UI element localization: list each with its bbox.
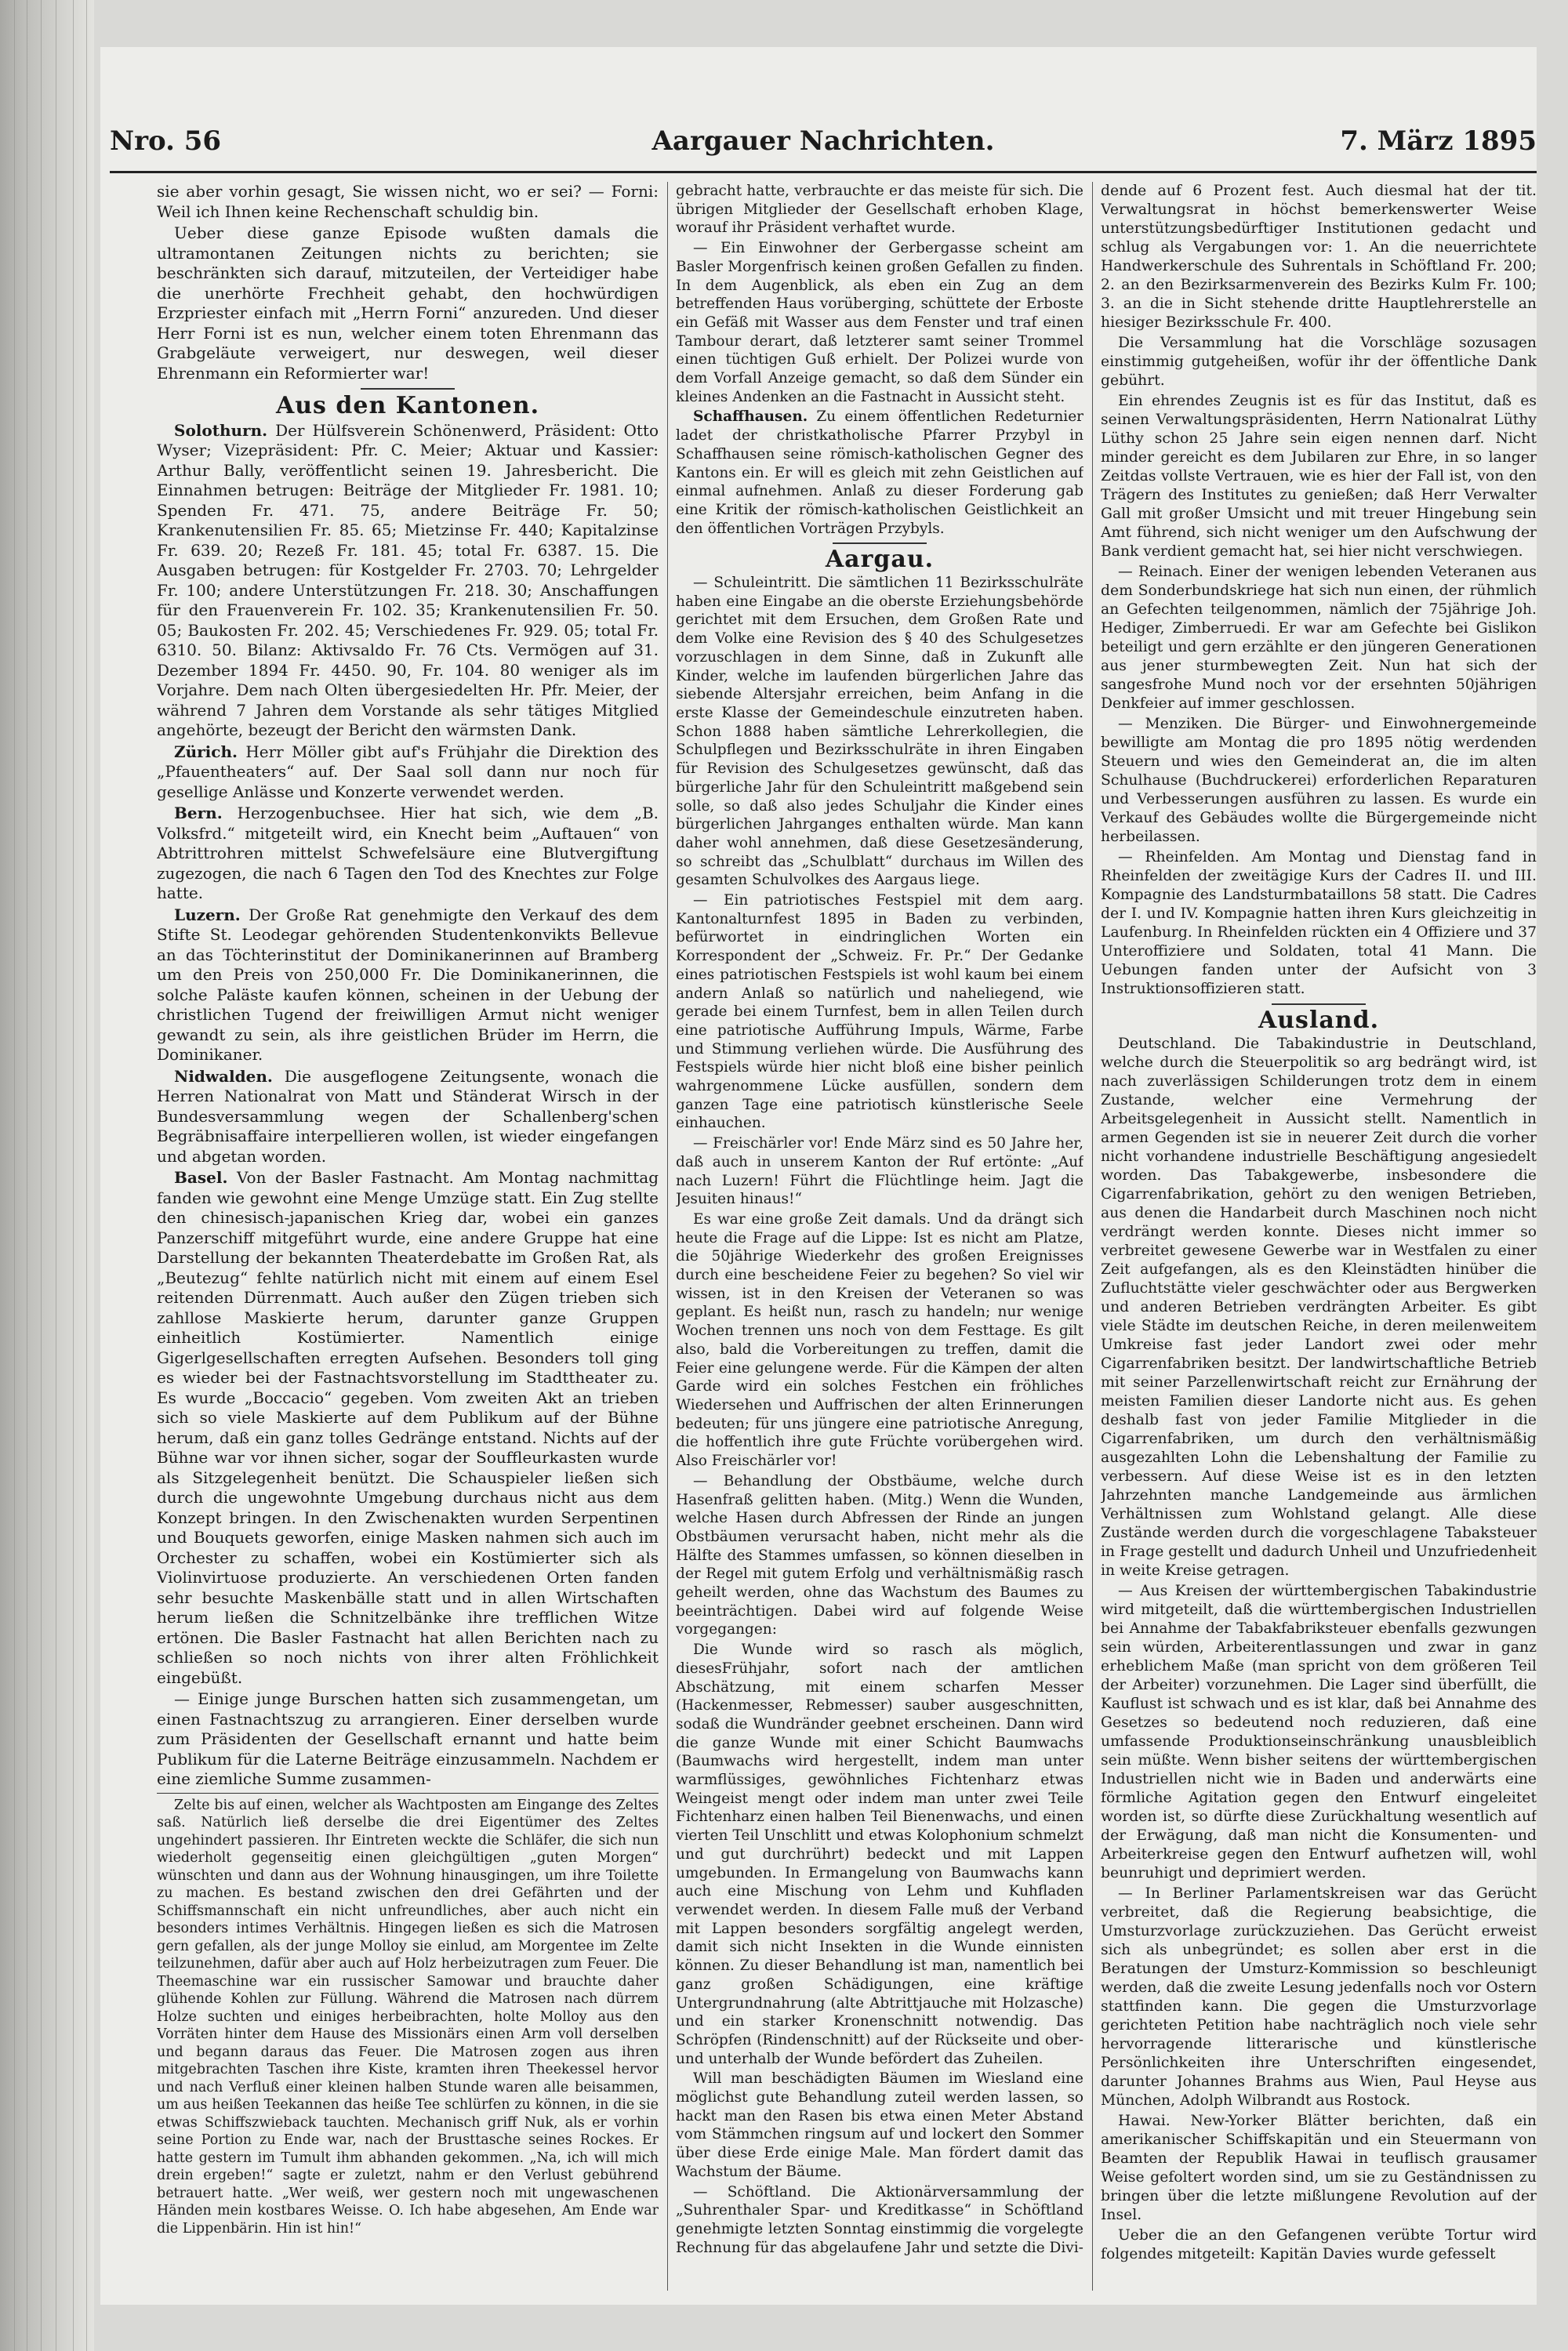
column-separator	[1092, 182, 1093, 2291]
canton-name: Nidwalden.	[174, 1066, 273, 1086]
article-text: Die ausgeflogene Zeitungsente, wonach die Herren Nationalrat von Matt und Ständerat Wirsch in der Bundesversammlung wegen der Schallenberg'schen Begräbnisaffaire interpellieren wollen, ist wieder eingefangen und abgetan worden.	[157, 1066, 659, 1166]
article-text: — Einige junge Burschen hatten sich zusammengetan, um einen Fastnachtszug zu arrangieren. Einer derselben wurde zum Präsidenten der Gesellschaft ernannt und hatte beim Publikum für die Laterne Beiträge einzusammeln. Nachdem er eine ziemliche Summe zusammen-	[157, 1689, 659, 1788]
article-text: Ein ehrendes Zeugnis ist es für das Institut, daß es seinen Verwaltungspräsidenten, Herrn Nationalrat Lüthy Lüthy schon 25 Jahre sein eigen nennen darf. Nicht minder gereicht es dem Jubilaren zur Ehre, in so langer Zeitdas vollste Vertrauen, wie es hier der Fall ist, von den Trägern des Institutes zu genießen; daß Herr Verwalter Gall mit großer Umsicht und mit treuer Hingebung sein Amt führend, sich nicht weniger um den Aufschwung der Bank verdient gemacht hat, sei hier nicht verschwiegen.	[1101, 393, 1537, 560]
article-text: Es war eine große Zeit damals. Und da drängt sich heute die Frage auf die Lippe: Ist es nicht am Platze, die 50jährige Wiederkehr des großen Ereignisses durch eine bescheidene Feier zu begehen? So viel wir wissen, ist in den Kreisen der Veteranen so was geplant. Es heißt nun, rasch zu handeln; nur wenige Wochen trennen uns noch von dem Festtage. Es gilt also, bald die Vorbereitungen zu treffen, damit die Feier eine gelungene werde. Für die Kämpen der alten Garde wird ein solches Festchen ein fröhliches Wiedersehen und Auffrischen der alten Erinnerungen bedeuten; für uns jüngere eine patriotische Anregung, die hoffentlich ihre gute Früchte vorübergehen wird. Also Freischärler vor!	[676, 1210, 1083, 1470]
section-divider	[1272, 1003, 1366, 1005]
article-text: Die Wunde wird so rasch als möglich, diesesFrühjahr, sofort nach der amtlichen Abschätzung, mit einem scharfen Messer (Hackenmesser, Rebmesser) sauber ausgeschnitten, sodaß die Wundränder geebnet erscheinen. Dann wird die ganze Wunde mit einer Schicht Baumwachs (Baumwachs wird hergestellt, indem man unter warmflüssiges, gewöhnliches Fichtenharz etwas Weingeist mengt oder indem man unter zwei Teile Fichtenharz einen halben Teil Bienenwachs, und einen vierten Teil Unschlitt und etwas Kolophonium schmelzt und gut durchrührt) bedeckt und mit Lappen umgebunden. In Ermangelung von Baumwachs kann auch eine Mischung von Lehm und Kuhfladen verwendet werden. In diesem Falle muß der Verband mit Lappen besonders sorgfältig angelegt werden, damit sich nicht Insekten in die Wunde einnisten können. Zu dieser Behandlung ist man, namentlich bei ganz großen Schädigungen, eine kräftige Untergrundnahrung (alte Abtrittjauche mit Holzasche) und ein starker Kronenschnitt notwendig. Das Schröpfen (Rindenschnitt) auf der Rückseite und ober- und unterhalb der Wunde befördert das Zuheilen.	[676, 1642, 1083, 2067]
canton-name: Zürich.	[174, 742, 238, 761]
masthead-rule	[110, 171, 1537, 173]
column-separator	[667, 182, 668, 2291]
article-text: Ueber die an den Gefangenen verübte Tortur wird folgendes mitgeteilt: Kapitän Davies wurde gefesselt	[1101, 2227, 1537, 2262]
article-text: — Reinach. Einer der wenigen lebenden Veteranen aus dem Sonderbundskriege hat sich nun einen, der rühmlich an Gefechten teilgenommen, nämlich der 75jährige Joh. Hediger, Zimberruedi. Er war am Gefechte bei Gislikon beteiligt und gern erzählte er den jüngeren Generationen aus jener sturmbewegten Zeit. Nun hat sich der sangesfrohe Mund noch vor der ersehnten 50jährigen Denkfeier auf immer geschlossen.	[1101, 564, 1537, 712]
article-text: Hawai. New-Yorker Blätter berichten, daß ein amerikanischer Schiffskapitän und ein Steuermann von Beamten der Republik Hawai in teuflisch grausamer Weise gefoltert worden sind, um sie zu Geständnissen zu bringen über die letzte mißlungene Revolution auf der Insel.	[1101, 2113, 1537, 2223]
section-heading: Aargau.	[825, 546, 935, 574]
article-text: Herzogenbuchsee. Hier hat sich, wie dem „B. Volksfrd.“ mitgeteilt wird, ein Knecht beim „Auftauen“ von Abtrittrohren mittelst Schwefelsäure eine Blutvergiftung zugezogen, die nach 6 Tagen den Tod des Knechtes zur Folge hatte.	[157, 804, 659, 902]
article-text: — Freischärler vor! Ende März sind es 50 Jahre her, daß auch in unserem Kanton der Ruf ertönte: „Auf nach Luzern! Führt die Flüchtlinge heim. Jagt die Jesuiten hinaus!“	[676, 1135, 1083, 1208]
book-binding-shadow	[0, 0, 94, 2351]
canton-name: Basel.	[174, 1168, 228, 1187]
article-text: — Behandlung der Obstbäume, welche durch Hasenfraß gelitten haben. (Mitg.) Wenn die Wunden, welche Hasen durch Abfressen der Rinde an jungen Obstbäumen verursacht haben, nicht mehr als die Hälfte des Stammes umfassen, so können dieselben in der Regel mit gutem Erfolg und verhältnismäßig rasch geheilt werden, ohne das Wachstum des Baumes zu beeinträchtigen. Dabei wird auf folgende Weise vorgegangen:	[676, 1472, 1083, 1638]
section-heading: Aus den Kantonen.	[275, 392, 540, 419]
issue-date: 7. März 1895	[1340, 125, 1537, 157]
section-divider	[361, 388, 455, 390]
column-3	[1101, 182, 1537, 2266]
article-text: — Schöftland. Die Aktionärversammlung der „Suhrenthaler Spar- und Kreditkasse“ in Schöftland genehmigte letzten Sonntag einstimmig die vorgelegte Rechnung für das abgelaufene Jahr und setzte die Divi-	[676, 2183, 1083, 2256]
article-text: gebracht hatte, verbrauchte er das meiste für sich. Die übrigen Mitglieder der Gesellschaft erhoben Klage, worauf ihr Präsident verhaftet wurde.	[676, 183, 1083, 237]
article-text: sie aber vorhin gesagt, Sie wissen nicht, wo er sei? — Forni: Weil ich Ihnen keine Rechenschaft schuldig bin.	[157, 182, 659, 221]
section-divider	[833, 542, 927, 544]
issue-number: Nro. 56	[110, 125, 222, 157]
masthead	[110, 125, 1537, 169]
article-text: — Ein patriotisches Festspiel mit dem aarg. Kantonalturnfest 1895 in Baden zu verbinden, befürwortet in eindringlichen Worten ein Korrespondent der „Schweiz. Fr. Pr.“ Der Gedanke eines patriotischen Festspiels ist wohl kaum bei einem andern Anlaß so natürlich und naheliegend, wie gerade bei einem Turnfest, bem in allen Teilen durch eine patriotische Aufführung Impuls, Wärme, Farbe und Stimmung verliehen würde. Die Ausführung des Festspiels würde hier nicht bloß eine bisher peinlich wahrgenommene Lücke ausfüllen, sondern dem ganzen Tage eine patriotisch künstlerische Seele einhauchen.	[676, 892, 1083, 1132]
article-text: — Ein Einwohner der Gerbergasse scheint am Basler Morgenfrisch keinen großen Gefallen zu finden. In dem Augenblick, als eben ein Zug an dem betreffenden Haus vorüberging, schüttete der Erboste ein Gefäß mit Wasser aus dem Fenster und traf einen Tambour derart, daß letzterer samt seiner Trommel einen tüchtigen Guß erhielt. Der Polizei wurde von dem Vorfall Anzeige gemacht, so daß dem Sünder ein kleines Andenken an die Fastnacht in Aussicht steht.	[676, 240, 1083, 405]
newspaper-title: Aargauer Nachrichten.	[652, 125, 995, 157]
feuilleton-rule	[157, 1793, 659, 1794]
canton-name: Solothurn.	[174, 420, 268, 440]
canton-name: Schaffhausen.	[693, 408, 808, 426]
canton-name: Bern.	[174, 804, 223, 822]
article-text: Zu einem öffentlichen Redeturnier ladet der christkatholische Pfarrer Przybyl in Schaffhausen seine römisch-katholischen Gegner des Kantons ein. Er will es gleich mit zehn Geistlichen auf einmal aufnehmen. Anlaß zu dieser Forderung gab eine Kritik der römisch-katholischen Geistlichkeit an den öffentlichen Vorträgen Przybyls.	[676, 408, 1083, 537]
article-text: Herr Möller gibt auf's Frühjahr die Direktion des „Pfauentheaters“ auf. Der Saal soll dann nur noch für gesellige Anlässe und Konzerte verwendet werden.	[157, 742, 659, 801]
article-text: — Schuleintritt. Die sämtlichen 11 Bezirksschulräte haben eine Eingabe an die oberste Erziehungsbehörde gerichtet mit dem Ersuchen, dem Großen Rate und dem Volke eine Revision des § 40 des Schulgesetzes vorzuschlagen in dem Sinne, daß in Zukunft alle Kinder, welche im laufenden bürgerlichen Jahre das siebende Altersjahr erreichen, beim Anfang in die erste Klasse der Gemeindeschule einzutreten haben. Schon 1888 haben sämtliche Lehrerkollegien, die Schulpflegen und Bezirksschulräte in ihren Eingaben für Revision des Schulgesetzes gewünscht, daß das bürgerliche Jahr für den Schuleintritt maßgebend sein solle, so daß also jedes Schuljahr die Kinder eines bürgerlichen Jahrganges enthalten würde. Man kann daher wohl annehmen, daß diese Gesetzesänderung, so schreibt das „Schulblatt“ durchaus im Willen des gesamten Schulvolkes des Aargaus liege.	[676, 575, 1083, 889]
article-text: — In Berliner Parlamentskreisen war das Gerücht verbreitet, daß die Regierung beabsichtige, die Umsturzvorlage zurückzuziehen. Das Gerücht erweist sich als unbegründet; es sollen aber erst in die Beratungen der Umsturz-Kommission so beschleunigt werden, daß die zweite Lesung jedenfalls noch vor Ostern stattfinden kann. Die gegen die Umsturzvorlage gerichteten Petition habe nachträglich noch viele sehr hervorragende litterarische und künstlerische Persönlichkeiten ihre Unterschriften eingesendet, darunter Johannes Brahms aus Wien, Paul Heyse aus München, Adolph Wilbrandt aus Rostock.	[1101, 1885, 1537, 2109]
article-text: Von der Basler Fastnacht. Am Montag nachmittag fanden wie gewohnt eine Menge Umzüge statt. Ein Zug stellte den chinesisch-japanischen Krieg dar, wobei ein ganzes Panzerschiff mitgeführt wurde, eine andere Gruppe hat eine Darstellung der bekannten Theaterdebatte im Großen Rat, als „Beutezug“ fehlte natürlich nicht mit einem auf einem Esel reitenden Dürrenmatt. Auch außer den Zügen trieben sich zahllose Maskierte herum, darunter ganze Gruppen einheitlich Kostümierter. Namentlich einige Gigerlgesellschaften erregten Aufsehen. Besonders toll ging es wieder bei der Fastnachtsvorstellung im Stadttheater zu. Es wurde „Boccacio“ gegeben. Vom zweiten Akt an trieben sich so viele Maskierte auf dem Publikum auf der Bühne herum, daß ein ganz tolles Gedränge entstand. Nichts auf der Bühne war vor ihnen sicher, sogar der Souffleurkasten wurde als Sitzgelegenheit benützt. Die Schauspieler ließen sich durch die ungewohnte Umgebung durchaus nicht aus dem Konzept bringen. In den Zwischenakten wurden Serpentinen und Bouquets geworfen, einige Masken nahmen sich auch im Orchester zu schaffen, wobei ein Kostümierter sich als Violinvirtuose produzierte. An verschiedenen Orten fanden sehr besuchte Maskenbälle statt und in allen Wirtschaften herum ließen die Schnitzelbänke ihre trefflichen Witze ertönen. Die Basler Fastnacht hat allen Berichten nach zu schließen so noch nichts von ihrer alten Fröhlichkeit eingebüßt.	[157, 1168, 659, 1687]
article-text: dende auf 6 Prozent fest. Auch diesmal hat der tit. Verwaltungsrat in höchst bemerkenswerter Weise unterstützungsbedürftiger Institutionen gedacht und schlug als Vergabungen vor: 1. An die neuerrichtete Handwerkerschule des Suhrentals in Schöftland Fr. 200; 2. an den Bezirksarmenverein des Bezirks Kulm Fr. 100; 3. an die in Sicht stehende dritte Hauptlehrerstelle an hiesiger Bezirksschule Fr. 400.	[1101, 183, 1537, 331]
article-text: — Rheinfelden. Am Montag und Dienstag fand in Rheinfelden der zweitägige Kurs der Cadres II. und III. Kompagnie des Landsturmbataillons 58 statt. Die Cadres der I. und IV. Kompagnie hatten ihren Kurs gleichzeitig in Laufenburg. In Rheinfelden rückten ein 4 Offiziere und 37 Unteroffiziere und Soldaten, total 41 Mann. Die Uebungen fanden unter der Aufsicht von 3 Instruktionsoffizieren statt.	[1101, 849, 1537, 997]
column-2	[676, 182, 1083, 2258]
column-1	[157, 182, 659, 2239]
article-text: Die Versammlung hat die Vorschläge sozusagen einstimmig gutgeheißen, wofür ihr der öffentliche Dank gebührt.	[1101, 335, 1537, 389]
article-text: Will man beschädigten Bäumen im Wiesland eine möglichst gute Behandlung zuteil werden lassen, so hackt man den Rasen bis etwa einen Meter Abstand vom Stämmchen ringsum auf und lockert den Sommer über diese Erde einige Male. Man fördert damit das Wachstum der Bäume.	[676, 2070, 1083, 2180]
article-text: — Menziken. Die Bürger- und Einwohnergemeinde bewilligte am Montag die pro 1895 nötig werdenden Steuern und wies den Gemeinderat an, die im alten Schulhause (Buchdruckerei) erforderlichen Reparaturen und Verbesserungen ausführen zu lassen. Es wurde ein Verkauf des Gebäudes wollte die Bürgergemeinde nicht herbeilassen.	[1101, 716, 1537, 845]
feuilleton-text: Zelte bis auf einen, welcher als Wachtposten am Eingange des Zeltes saß. Natürlich ließ derselbe die drei Eigentümer des Zeltes ungehindert passieren. Ihr Eintreten weckte die Schläfer, die sich nun wiederholt gegenseitig einen gleichgültigen „guten Morgen“ wünschten und dann aus der Wohnung hinausgingen, um ihre Toilette zu machen. Es bestand zwischen den drei Gefährten und der Schiffsmannschaft ein nicht unfreundliches, aber auch nicht ein besonders intimes Verhältnis. Hingegen ließen es sich die Matrosen gern gefallen, als der junge Molloy sie einlud, am Morgentee im Zelte teilzunehmen, dafür aber auch auf Holz herbeizutragen zum Feuer. Die Theemaschine war ein russischer Samowar und brauchte daher glühende Kohlen zur Füllung. Während die Matrosen nach dürrem Holze suchten und einiges herbeibrachten, holte Molloy aus den Vorräten hinter dem Hause des Missionärs einen Arm voll derselben und begann daraus das Feuer. Die Matrosen zogen aus ihren mitgebrachten Taschen ihre Kiste, kramten ihren Theekessel hervor und nach Verfluß einer kleinen halben Stunde waren alle beisammen, um aus heißen Teekannen das heiße Tee schlürfen zu können, in die sie etwas Schiffszwieback tauchten. Mechanisch griff Nuk, als er vorhin seine Portion zu Ende war, nach der Brusttasche seines Rockes. Er hatte gestern im Tumult ihm abhanden gekommen. „Na, ich will mich drein ergeben!“ sagte er zuletzt, nahm er den Verlust gebührend betrauert hatte. „Wer weiß, wer gestern noch mit ungewaschenen Händen mein kostbares Weisse. O. Ich habe abgesehen, Am Ende war die Lippenbärin. Hin ist hin!“	[157, 1797, 659, 2237]
section-heading: Ausland.	[1258, 1007, 1380, 1034]
canton-name: Luzern.	[174, 905, 241, 924]
article-text: Der Hülfsverein Schönenwerd, Präsident: Otto Wyser; Vizepräsident: Pfr. C. Meier; Aktuar und Kassier: Arthur Bally, veröffentlicht seinen 19. Jahresbericht. Die Einnahmen betrugen: Beiträge der Mitglieder Fr. 1981. 10; Spenden Fr. 471. 75, andere Beiträge Fr. 50; Krankenutensilien Fr. 85. 65; Mietzinse Fr. 440; Kapitalzinse Fr. 639. 20; Rezeß Fr. 181. 45; total Fr. 6387. 15. Die Ausgaben betrugen: für Kostgelder Fr. 2703. 70; Lehrgelder Fr. 100; andere Unterstützungen Fr. 218. 30; Anschaffungen für den Frauenverein Fr. 102. 35; Krankenutensilien Fr. 50. 05; Baukosten Fr. 202. 45; Verschiedenes Fr. 929. 05; total Fr. 6310. 50. Bilanz: Aktivsaldo Fr. 76 Cts. Vermögen auf 31. Dezember 1894 Fr. 4450. 90, Fr. 104. 80 weniger als im Vorjahre. Dem nach Olten übergesiedelten Hr. Pfr. Meier, der während 7 Jahren dem Vorstande als sehr tätiges Mitglied angehörte, bezeugt der Bericht den wärmsten Dank.	[157, 420, 659, 739]
article-text: Der Große Rat genehmigte den Verkauf des dem Stifte St. Leodegar gehörenden Studentenkonvikts Bellevue an das Töchterinstitut der Dominikanerinnen auf Bramberg um den Preis von 250,000 Fr. Die Dominikanerinnen, die solche Paläste kaufen können, scheinen in der Uebung der christlichen Tugend der freiwilligen Armut nicht weniger gewandt zu sein, als ihre geistlichen Brüder im Herrn, die Dominikaner.	[157, 905, 659, 1064]
article-text: Ueber diese ganze Episode wußten damals die ultramontanen Zeitungen nichts zu berichten; sie beschränkten sich darauf, mitzuteilen, der Verteidiger habe die unerhörte Frechheit gehabt, den hochwürdigen Erzpriester einfach mit „Herrn Forni“ anzureden. Und dieser Herr Forni ist es nun, welcher einem toten Ehrenmann das Grabgeläute verweigert, nur deswegen, weil dieser Ehrenmann ein Reformierter war!	[157, 223, 659, 383]
article-text: — Aus Kreisen der württembergischen Tabakindustrie wird mitgeteilt, daß die württembergischen Industriellen bei Annahme der Tabakfabriksteuer ebenfalls gezwungen sein würden, Arbeiterentlassungen und zwar in ganz erheblichem Maße (man spricht von dem größeren Teil der Arbeiter) vorzunehmen. Die Lager sind überfüllt, die Kauflust ist schwach und es ist klar, daß bei Annahme des Gesetzes so bedeutend noch reduzieren, daß eine umfassende Produktionseinschränkung unausbleiblich sein müßte. Wenn bisher seitens der württembergischen Industriellen nicht wie in Baden und anderwärts eine förmliche Agitation gegen den Entwurf eingeleitet worden ist, so dürfte diese Zurückhaltung wesentlich auf der Erwägung, daß man nicht die Konsumenten- und Arbeiterkreise gegen den Entwurf aufhetzen will, wohl beunruhigt und deprimiert werden.	[1101, 1583, 1537, 1881]
article-text: Deutschland. Die Tabakindustrie in Deutschland, welche durch die Steuerpolitik so arg bedrängt wird, ist nach zuverlässigen Schilderungen trotz dem in einem Zustande, welcher eine Vermehrung der Arbeitsgelegenheit in Aussicht stellt. Namentlich in armen Gegenden ist sie in neuerer Zeit durch die vorher nicht vorhandene industrielle Beschäftigung angesiedelt worden. Das Tabakgewerbe, insbesondere die Cigarrenfabrikation, gehört zu den wenigen Betrieben, aus denen die Handarbeit durch Maschinen noch nicht verdrängt werden konnte. Dieses nicht immer so verbreitet gewesene Gewerbe war in Westfalen zu einer Zeit aufgefangen, als es den Kleinstädten hinüber die Zufluchtstätte vieler geschwächter oder aus Bergwerken und anderen Betrieben verdrängten Arbeiter. Es gibt viele Städte im deutschen Reiche, in deren meilenweitem Umkreise fast jeder Landort zwei oder mehr Cigarrenfabriken besitzt. Der landwirtschaftliche Betrieb mit seiner Parzellenwirtschaft reicht zur Ernährung der meisten Familien dieser Landorte nicht aus. Es gehen deshalb fast von jeder Familie Mitglieder in die Cigarrenfabriken, um durch den verhältnismäßig ausgezahlten Lohn die Lebenshaltung der Familie zu verbessern. Auf diese Weise ist es in den letzten Jahrzehnten manche Landgemeinde aus ärmlichen Verhältnissen zum Wohlstand gelangt. Alle diese Zustände werden durch die vorgeschlagene Tabaksteuer in Frage gestellt und dadurch Unheil und Unzufriedenheit in weite Kreise getragen.	[1101, 1036, 1537, 1579]
